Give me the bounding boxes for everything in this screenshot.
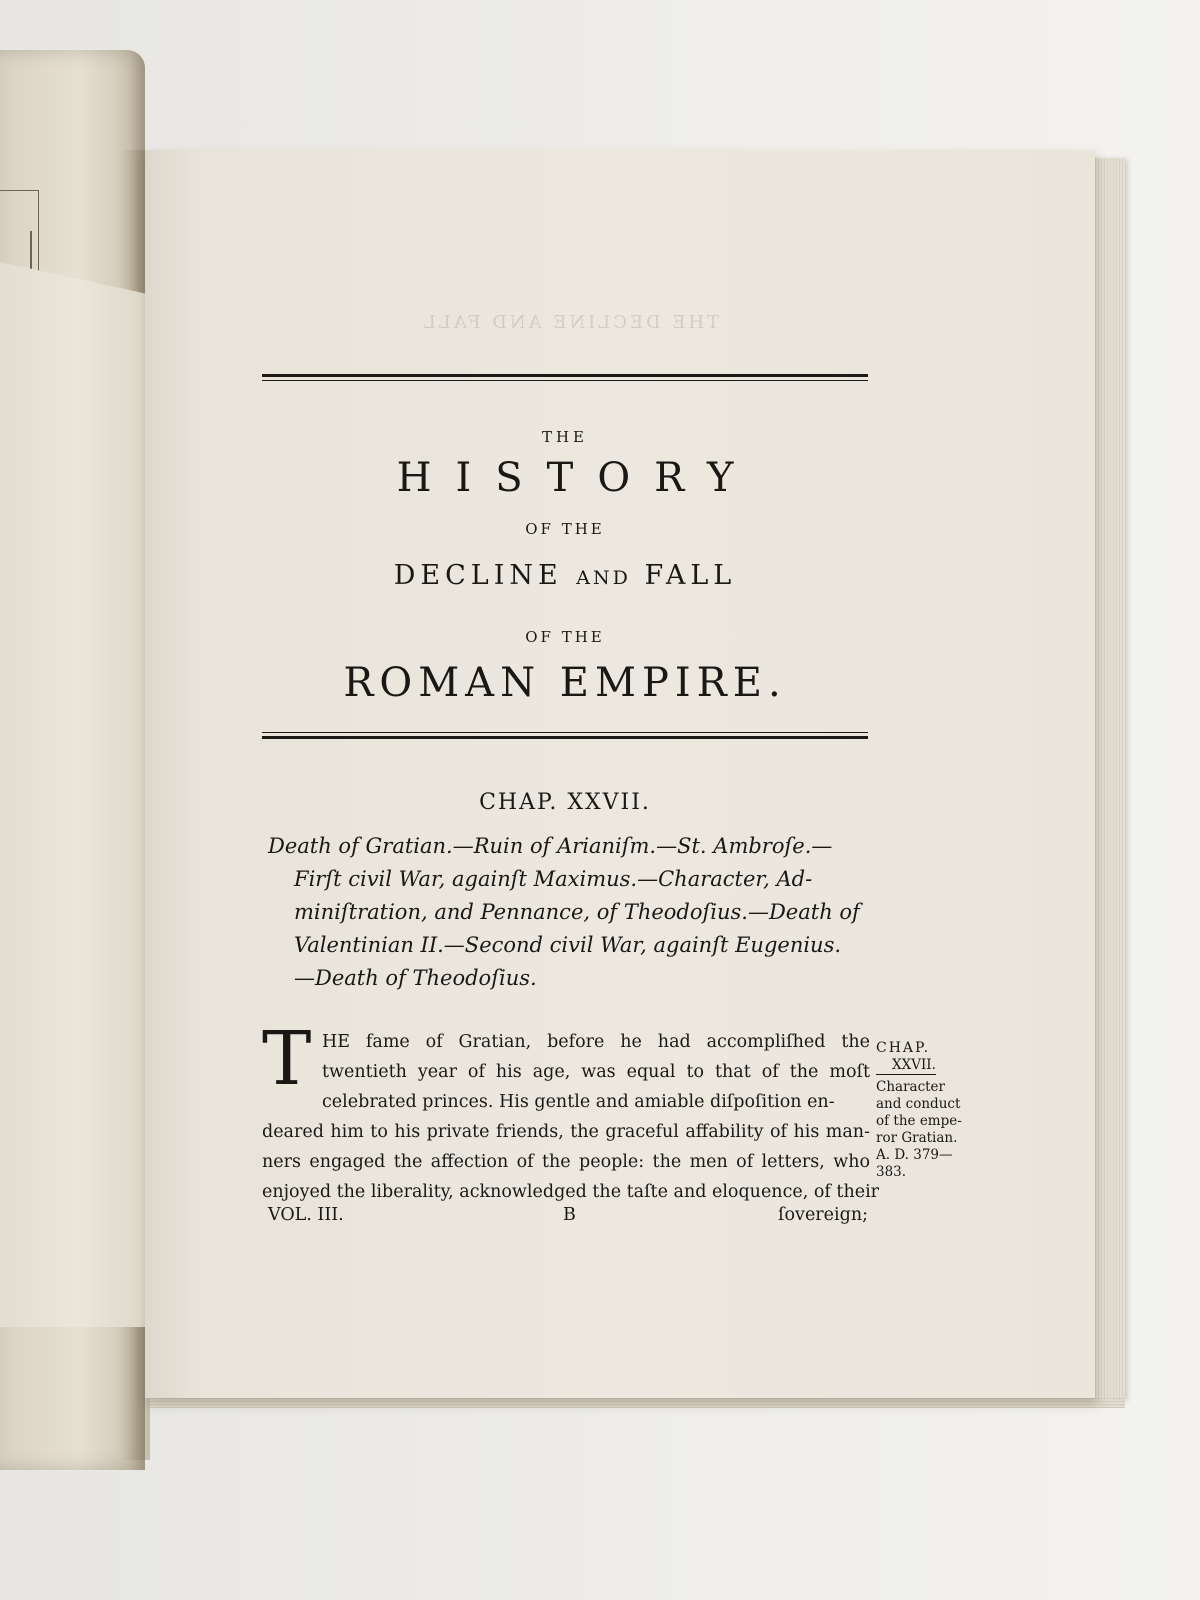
bottom-rule-thick — [262, 736, 868, 739]
body-line: celebrated princes. His gentle and amiable diſpoſition en- — [322, 1092, 835, 1112]
margin-chap-number: XXVII. — [876, 1057, 936, 1075]
chapter-heading: CHAP. XXVII. — [479, 790, 651, 815]
body-line: ners engaged the affection of the people: the men of letters, who — [262, 1152, 870, 1172]
margin-note-line: of the empe- — [876, 1113, 962, 1129]
title-of-the-1: OF THE — [525, 520, 605, 538]
signature-mark: B — [563, 1205, 576, 1225]
page-fore-edge — [1095, 158, 1125, 1398]
title-decline-and-fall — [262, 560, 868, 591]
tissue-guard-sheet — [0, 262, 155, 1327]
body-line: enjoyed the liberality, acknowledged the taſte and eloquence, of their — [262, 1182, 880, 1202]
title-the: THE — [541, 428, 589, 446]
margin-note-line: A. D. 379— — [876, 1147, 953, 1163]
title-and: AND — [576, 567, 631, 589]
margin-note-line: and conduct — [876, 1096, 961, 1112]
title-roman-empire: ROMAN EMPIRE. — [343, 660, 787, 706]
page-bottom-edge — [150, 1398, 1125, 1408]
top-rule-thin — [262, 380, 868, 381]
summary-line: Firſt civil War, againſt Maximus.—Character, Ad- — [294, 867, 813, 891]
margin-note-line: 383. — [876, 1164, 907, 1180]
show-through-header: THE DECLINE AND FALL — [420, 312, 720, 333]
margin-chap: CHAP. — [876, 1040, 931, 1056]
bottom-rule-thin — [262, 732, 868, 733]
body-line: twentieth year of his age, was equal to that of the moſt — [322, 1062, 870, 1082]
body-line: HE fame of Gratian, before he had accompliſhed the — [322, 1032, 870, 1052]
top-rule-thick — [262, 374, 868, 377]
catchword: ſovereign; — [778, 1205, 868, 1225]
body-text — [262, 1027, 880, 1207]
title-of-the-2: OF THE — [525, 628, 605, 646]
margin-note-line: ror Gratian. — [876, 1130, 958, 1146]
chapter-summary — [268, 830, 868, 995]
summary-line: miniſtration, and Pennance, of Theodoſius.—Death of — [294, 900, 860, 924]
title-history: HISTORY — [396, 455, 758, 501]
drop-cap: T — [262, 1016, 312, 1102]
margin-note — [876, 1040, 996, 1181]
title-fall: FALL — [644, 560, 737, 591]
summary-line: —Death of Theodoſius. — [294, 966, 537, 990]
body-line: deared him to his private friends, the graceful affability of his man- — [262, 1122, 870, 1142]
volume-label: VOL. III. — [268, 1205, 344, 1225]
margin-note-line: Character — [876, 1079, 946, 1095]
summary-line: Death of Gratian.—Ruin of Arianiſm.—St. Ambroſe.— — [268, 834, 833, 858]
summary-line: Valentinian II.—Second civil War, againſt Eugenius. — [294, 933, 842, 957]
title-decline: DECLINE — [393, 560, 563, 591]
